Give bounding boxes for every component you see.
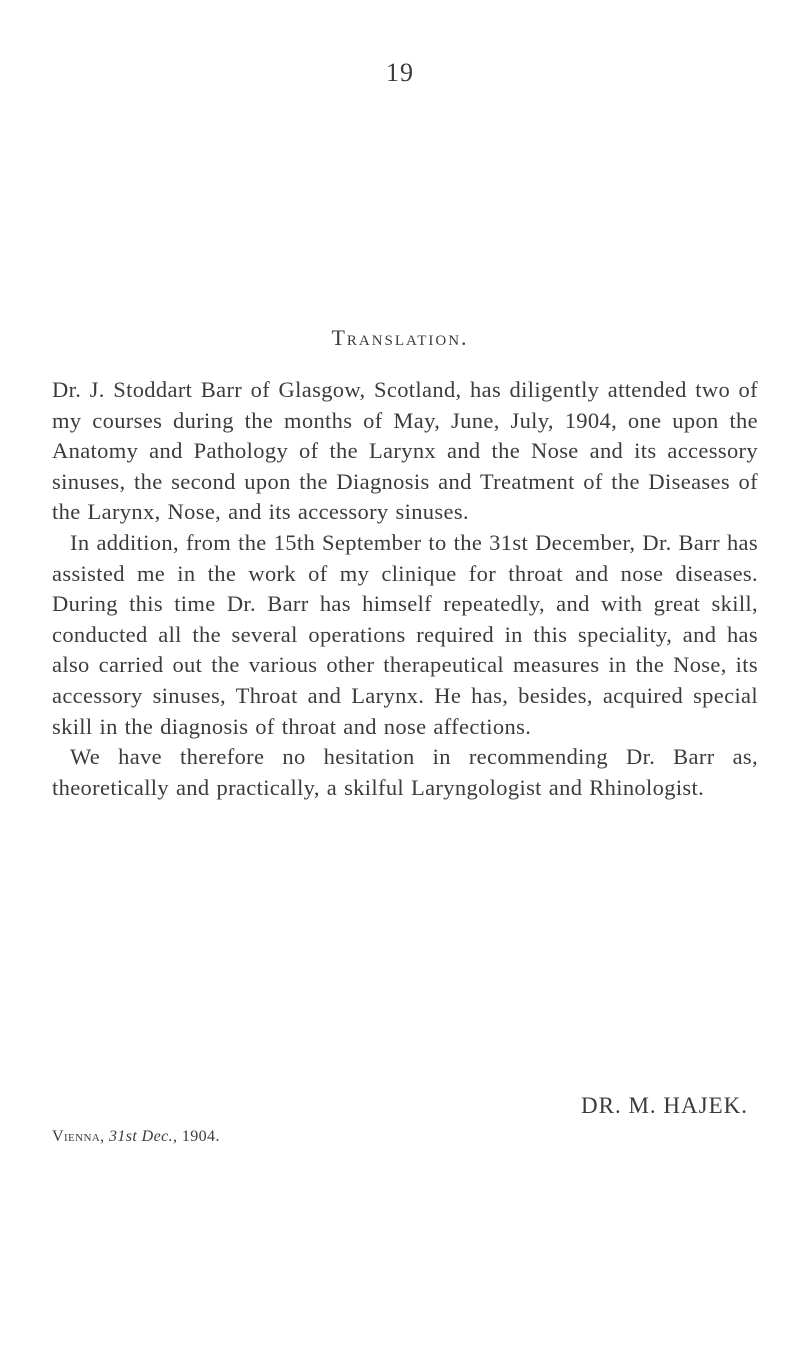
date-year: 1904.: [181, 1128, 220, 1145]
signature: DR. M. HAJEK.: [581, 1093, 748, 1118]
paragraph-1: Dr. J. Stoddart Barr of Glasgow, Scotland, has diligently attended two of my courses during the months of May, June, July, 1904, one upon the Anatomy and Pathology of the Larynx and the Nose and its accessory sinuses, the second upon the Diagnosis and Treatment of the Diseases of the Larynx, Nose, and its accessory sinuses.: [52, 377, 758, 525]
date-day: 31st: [108, 1128, 138, 1145]
page-title: Translation.: [331, 325, 469, 350]
paragraph-2: In addition, from the 15th September to the 31st December, Dr. Barr has assisted me in the work of my clinique for throat and nose diseases. During this time Dr. Barr has himself repeatedly, and with great skill, conducted all the several operations required in this speciality, and has also carried out the various other therapeutical measures in the Nose, its accessory sinuses, Throat and Larynx. He has, besides, acquired special skill in the diagnosis of throat and nose affections.: [52, 529, 758, 739]
letter-body: [52, 375, 758, 803]
paragraph-3: We have therefore no hesitation in recommending Dr. Barr as, theoretically and practically, a skilful Laryngologist and Rhinologist.: [52, 744, 758, 800]
place-date: [52, 1128, 220, 1146]
page-number: 19: [386, 58, 414, 87]
place: Vienna,: [52, 1128, 105, 1145]
date-month: Dec.,: [141, 1128, 178, 1145]
